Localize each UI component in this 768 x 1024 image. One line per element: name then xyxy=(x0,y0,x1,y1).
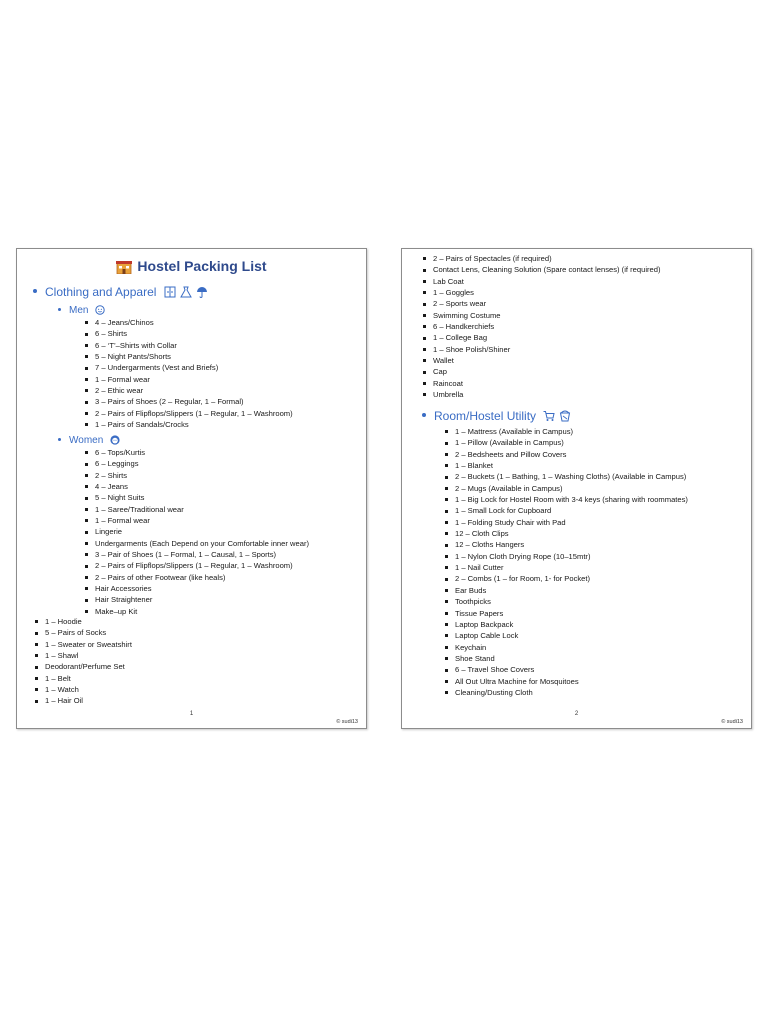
list-item: 1 – Pairs of Sandals/Crocks xyxy=(85,419,293,430)
list-item: 2 – Buckets (1 – Bathing, 1 – Washing Cloths) (Available in Campus) xyxy=(445,471,688,482)
list-item: 2 – Sports wear xyxy=(423,298,661,309)
list-item: 4 – Jeans xyxy=(85,481,309,492)
list-item: 2 – Pairs of Flipflops/Slippers (1 – Regular, 1 – Washroom) xyxy=(85,560,309,571)
document-title: Hostel Packing List xyxy=(137,258,267,274)
list-item: Laptop Cable Lock xyxy=(445,630,688,641)
list-item: Umbrella xyxy=(423,389,661,400)
list-item: 6 – Shirts xyxy=(85,328,293,339)
list-item: 3 – Pairs of Shoes (2 – Regular, 1 – Formal) xyxy=(85,396,293,407)
list-item: 7 – Undergarments (Vest and Briefs) xyxy=(85,362,293,373)
list-item: Shoe Stand xyxy=(445,653,688,664)
women-items-list xyxy=(85,447,309,617)
page-number: 1 xyxy=(189,711,194,717)
list-item: 2 – Bedsheets and Pillow Covers xyxy=(445,449,688,460)
list-item: 1 – Watch xyxy=(35,684,132,695)
misc-items-list xyxy=(423,253,661,400)
list-item: 5 – Night Suits xyxy=(85,492,309,503)
list-item: 1 – Shawl xyxy=(35,650,132,661)
subsection-men-label: Men xyxy=(69,305,89,316)
document-page-2 xyxy=(401,248,752,729)
list-item: 2 – Shirts xyxy=(85,470,309,481)
document-title-row xyxy=(17,258,366,277)
document-page-1 xyxy=(16,248,367,729)
list-item: Lingerie xyxy=(85,526,309,537)
copyright-icon: © xyxy=(336,719,341,725)
list-item: 1 – Saree/Traditional wear xyxy=(85,504,309,515)
list-item: 2 – Pairs of other Footwear (like heals) xyxy=(85,572,309,583)
list-item: 1 – Blanket xyxy=(445,460,688,471)
list-item: 1 – Hoodie xyxy=(35,616,132,627)
list-item: 1 – Belt xyxy=(35,673,132,684)
list-item: 1 – Pillow (Available in Campus) xyxy=(445,437,688,448)
bullet-dot xyxy=(33,289,37,293)
list-item: Swimming Costume xyxy=(423,310,661,321)
page-number: 2 xyxy=(574,711,579,717)
section-utility-label: Room/Hostel Utility xyxy=(434,409,537,423)
list-item: 2 – Mugs (Available in Campus) xyxy=(445,483,688,494)
list-item: Laptop Backpack xyxy=(445,619,688,630)
list-item: All Out Ultra Machine for Mosquitoes xyxy=(445,676,688,687)
list-item: Raincoat xyxy=(423,378,661,389)
list-item: Hair Straightener xyxy=(85,594,309,605)
author-credit-text: sudi13 xyxy=(726,719,743,725)
list-item: 5 – Night Pants/Shorts xyxy=(85,351,293,362)
list-item: 6 – Handkerchiefs xyxy=(423,321,661,332)
general-items-list xyxy=(35,616,132,707)
list-item: 1 – Formal wear xyxy=(85,374,293,385)
list-item: 1 – Formal wear xyxy=(85,515,309,526)
list-item: Toothpicks xyxy=(445,596,688,607)
list-item: Deodorant/Perfume Set xyxy=(35,661,132,672)
section-clothing-label: Clothing and Apparel xyxy=(45,285,157,299)
author-credit xyxy=(721,719,743,725)
section-room-hostel-utility xyxy=(422,409,571,425)
men-items-list xyxy=(85,317,293,430)
list-item: 1 – Nail Cutter xyxy=(445,562,688,573)
list-item: 2 – Combs (1 – for Room, 1- for Pocket) xyxy=(445,573,688,584)
shopping-cart-icon xyxy=(543,410,555,425)
list-item: 3 – Pair of Shoes (1 – Formal, 1 – Causal, 1 – Sports) xyxy=(85,549,309,560)
list-item: 1 – Folding Study Chair with Pad xyxy=(445,517,688,528)
list-item: Tissue Papers xyxy=(445,608,688,619)
list-item: 4 – Jeans/Chinos xyxy=(85,317,293,328)
list-item: Ear Buds xyxy=(445,585,688,596)
list-item: 6 – Tops/Kurtis xyxy=(85,447,309,458)
list-item: Contact Lens, Cleaning Solution (Spare contact lenses) (if required) xyxy=(423,264,661,275)
section-clothing-and-apparel xyxy=(33,285,208,301)
bucket-icon xyxy=(559,410,571,425)
list-item: 1 – Nylon Cloth Drying Rope (10–15mtr) xyxy=(445,551,688,562)
list-item: 2 – Pairs of Flipflops/Slippers (1 – Regular, 1 – Washroom) xyxy=(85,408,293,419)
list-item: 1 – Big Lock for Hostel Room with 3-4 keys (sharing with roommates) xyxy=(445,494,688,505)
copyright-icon: © xyxy=(721,719,726,725)
list-item: 1 – Mattress (Available in Campus) xyxy=(445,426,688,437)
list-item: 12 – Cloth Clips xyxy=(445,528,688,539)
list-item: Cap xyxy=(423,366,661,377)
hostel-building-icon xyxy=(116,260,132,277)
list-item: 5 – Pairs of Socks xyxy=(35,627,132,638)
bullet-dot xyxy=(58,438,61,441)
bullet-dot xyxy=(58,308,61,311)
list-item: 12 – Cloths Hangers xyxy=(445,539,688,550)
list-item: Undergarments (Each Depend on your Comfortable inner wear) xyxy=(85,538,309,549)
list-item: Wallet xyxy=(423,355,661,366)
list-item: Keychain xyxy=(445,642,688,653)
list-item: 6 – ‘T’–Shirts with Collar xyxy=(85,340,293,351)
list-item: 1 – Shoe Polish/Shiner xyxy=(423,344,661,355)
subsection-women-label: Women xyxy=(69,435,104,446)
list-item: 2 – Ethic wear xyxy=(85,385,293,396)
list-item: 1 – College Bag xyxy=(423,332,661,343)
utility-items-list xyxy=(445,426,688,698)
list-item: 1 – Small Lock for Cupboard xyxy=(445,505,688,516)
bullet-dot xyxy=(422,413,426,417)
list-item: Lab Coat xyxy=(423,276,661,287)
list-item: 6 – Leggings xyxy=(85,458,309,469)
author-credit xyxy=(336,719,358,725)
list-item: 6 – Travel Shoe Covers xyxy=(445,664,688,675)
list-item: Cleaning/Dusting Cloth xyxy=(445,687,688,698)
author-credit-text: sudi13 xyxy=(341,719,358,725)
list-item: 1 – Sweater or Sweatshirt xyxy=(35,639,132,650)
wardrobe-icon xyxy=(164,286,176,301)
list-item: Make–up Kit xyxy=(85,606,309,617)
dress-icon xyxy=(180,286,192,301)
list-item: 1 – Goggles xyxy=(423,287,661,298)
list-item: 2 – Pairs of Spectacles (if required) xyxy=(423,253,661,264)
umbrella-icon xyxy=(196,286,208,301)
list-item: 1 – Hair Oil xyxy=(35,695,132,706)
list-item: Hair Accessories xyxy=(85,583,309,594)
